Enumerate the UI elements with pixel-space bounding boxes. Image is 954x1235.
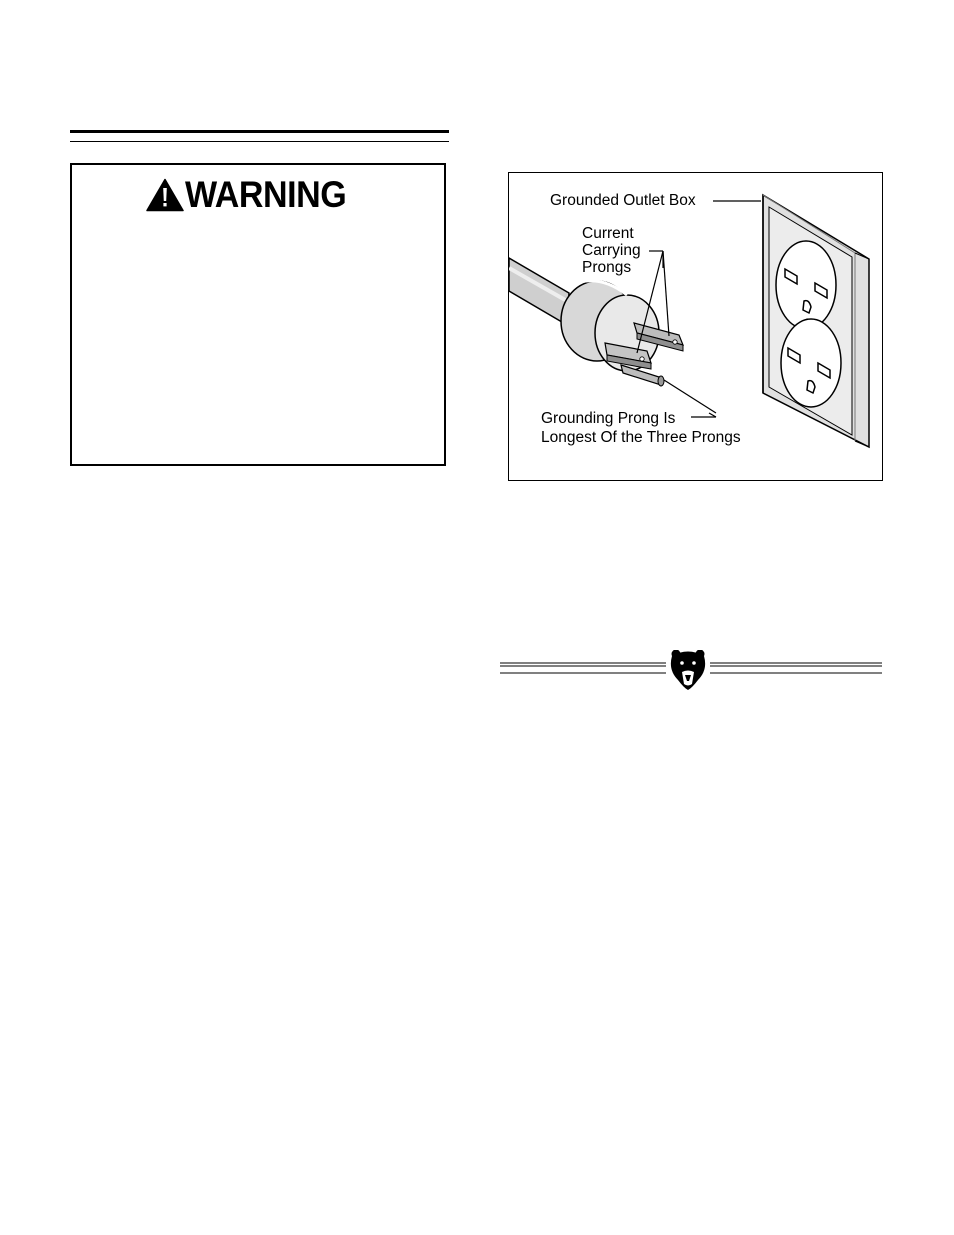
section-rule-thick	[70, 130, 449, 133]
plug-outlet-figure	[508, 172, 883, 481]
label-grounding-line2: Longest Of the Three Prongs	[541, 429, 741, 446]
label-grounded-outlet-box: Grounded Outlet Box	[550, 192, 696, 209]
label-current-line3: Prongs	[582, 259, 632, 276]
section-rule-thin	[70, 141, 449, 142]
label-grounding-line1: Grounding Prong Is	[541, 410, 676, 427]
warning-triangle-icon	[146, 178, 184, 212]
warning-box	[70, 163, 446, 466]
warning-title: WARNING	[185, 174, 347, 215]
label-current-line2: Carrying	[582, 242, 641, 259]
label-current-line1: Current	[582, 225, 634, 242]
warning-header	[146, 175, 360, 215]
bear-head-logo	[671, 650, 705, 690]
section-divider	[500, 650, 882, 690]
